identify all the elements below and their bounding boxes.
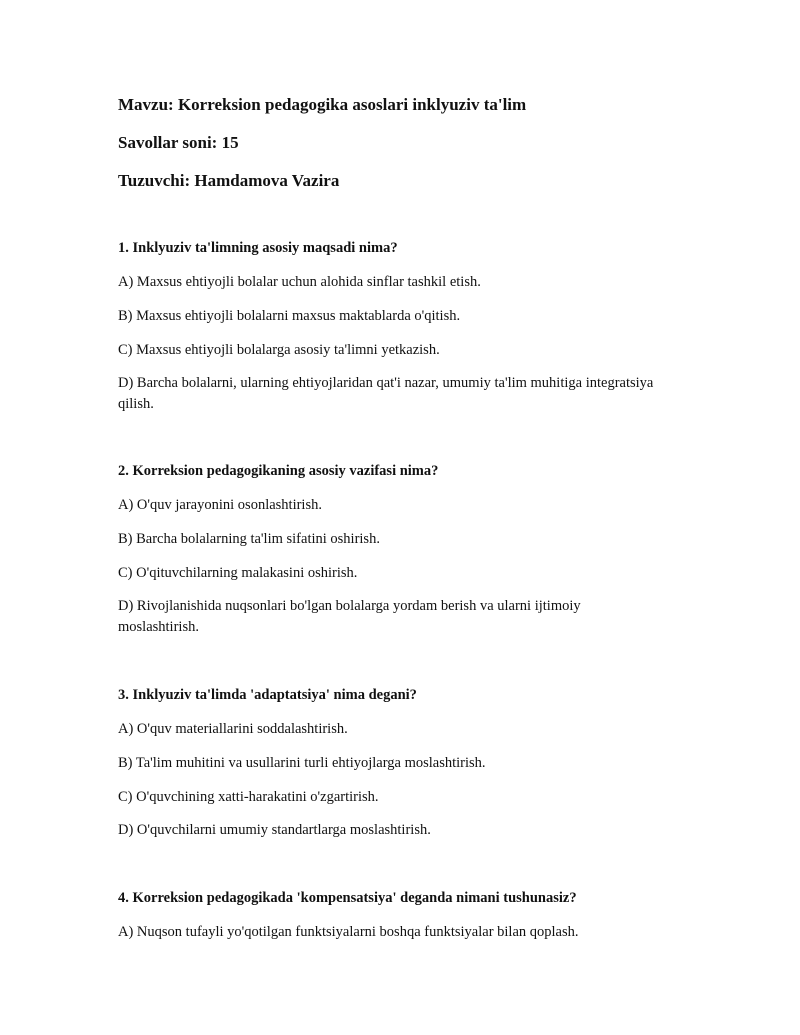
question-4-title: 4. Korreksion pedagogikada 'kompensatsiya' deganda nimani tushunasiz? <box>118 890 577 906</box>
question-4-option-a: A) Nuqson tufayli yo'qotilgan funktsiyalarni boshqa funktsiyalar bilan qoplash. <box>118 924 579 940</box>
question-count-heading: Savollar soni: 15 <box>118 133 239 152</box>
question-1-option-a: A) Maxsus ehtiyojli bolalar uchun alohida sinflar tashkil etish. <box>118 274 481 290</box>
question-1-option-c: C) Maxsus ehtiyojli bolalarga asosiy ta'limni yetkazish. <box>118 342 440 358</box>
question-2-title: 2. Korreksion pedagogikaning asosiy vazifasi nima? <box>118 463 439 479</box>
question-2-option-d: D) Rivojlanishida nuqsonlari bo'lgan bolalarga yordam berish va ularni ijtimoiy moslashtirish. <box>118 598 581 635</box>
question-1-option-b: B) Maxsus ehtiyojli bolalarni maxsus maktablarda o'qitish. <box>118 308 461 324</box>
question-1-title: 1. Inklyuziv ta'limning asosiy maqsadi nima? <box>118 240 398 256</box>
topic-heading: Mavzu: Korreksion pedagogika asoslari inklyuziv ta'lim <box>118 95 527 114</box>
question-3-option-a: A) O'quv materiallarini soddalashtirish. <box>118 721 348 737</box>
question-3-option-b: B) Ta'lim muhitini va usullarini turli ehtiyojlarga moslashtirish. <box>118 755 486 771</box>
question-2-option-c: C) O'qituvchilarning malakasini oshirish. <box>118 565 358 581</box>
question-2-option-a: A) O'quv jarayonini osonlashtirish. <box>118 497 322 513</box>
author-heading: Tuzuvchi: Hamdamova Vazira <box>118 171 340 190</box>
question-3-option-d: D) O'quvchilarni umumiy standartlarga moslashtirish. <box>118 822 431 838</box>
question-3-title: 3. Inklyuziv ta'limda 'adaptatsiya' nima degani? <box>118 687 417 703</box>
question-3-option-c: C) O'quvchining xatti-harakatini o'zgartirish. <box>118 789 379 805</box>
question-1-option-d: D) Barcha bolalarni, ularning ehtiyojlaridan qat'i nazar, umumiy ta'lim muhitiga integratsiya qilish. <box>118 375 654 412</box>
question-2-option-b: B) Barcha bolalarning ta'lim sifatini oshirish. <box>118 531 380 547</box>
